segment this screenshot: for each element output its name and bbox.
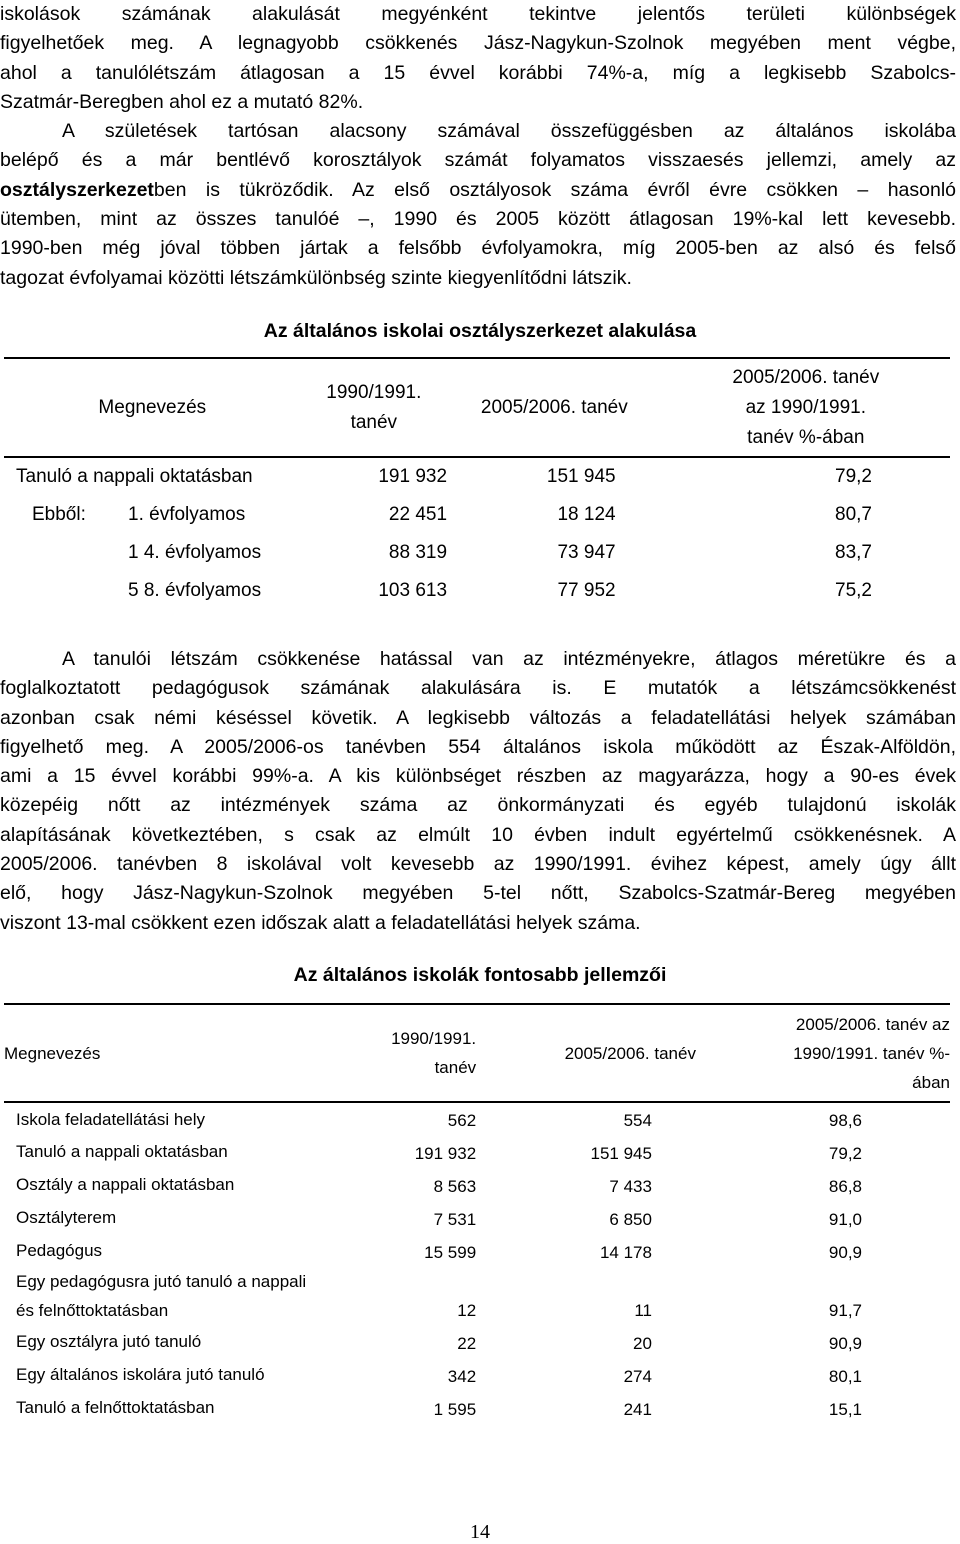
table-row bbox=[4, 1391, 950, 1424]
value-1990: 8 563 bbox=[433, 1177, 477, 1196]
value-percent: 79,2 bbox=[835, 466, 872, 487]
value-1990: 103 613 bbox=[378, 580, 448, 601]
paragraph-line: figyelhető meg. A 2005/2006-os tanévben 554 általános iskola működött az Észak-Alföldön, bbox=[0, 735, 956, 758]
header-2005: 2005/2006. tanév bbox=[447, 358, 662, 457]
paragraph-line: ütemben, mint az összes tanulóé –, 1990 és 2005 között átlagosan 19%-kal lett kevesebb. bbox=[0, 208, 956, 231]
value-2005: 554 bbox=[623, 1111, 652, 1130]
paragraph-line: belépő és a már bentlévő korosztályok számát folyamatos visszaesés jellemzi, amely az bbox=[0, 149, 956, 172]
value-percent: 91,7 bbox=[828, 1301, 862, 1320]
value-percent: 83,7 bbox=[835, 542, 872, 563]
table-header-row bbox=[4, 358, 950, 457]
table-1-title: Az általános iskolai osztályszerkezet alakulása bbox=[263, 320, 697, 342]
row-label: 1. évfolyamos bbox=[128, 504, 246, 525]
paragraph-line: alapításának következtében, s csak az elmúlt 10 évben indult egyértelmű csökkenésnek. A bbox=[0, 823, 956, 846]
row-label-cell bbox=[4, 1201, 347, 1234]
paragraph-line: osztályszerkezetben is tükröződik. Az első osztályosok száma évről évre csökken – hasonló bbox=[0, 178, 956, 201]
value-percent: 98,6 bbox=[828, 1111, 862, 1130]
paragraph-line: foglalkoztatott pedagógusok számának alakulására is. E mutatók a létszámcsökkenést bbox=[0, 677, 956, 700]
value-1990: 191 932 bbox=[414, 1144, 477, 1163]
header-percent bbox=[662, 358, 950, 457]
table-header-row bbox=[4, 1004, 950, 1102]
row-label-cell bbox=[4, 1325, 347, 1358]
value-1990: 88 319 bbox=[388, 542, 448, 563]
header-percent-line: tanév %-ában bbox=[747, 426, 865, 448]
row-label: Tanuló a nappali oktatásban bbox=[16, 1142, 228, 1161]
row-label-cell bbox=[4, 1267, 347, 1325]
table-row bbox=[4, 1102, 950, 1135]
row-label-cell bbox=[4, 1168, 347, 1201]
row-label: Pedagógus bbox=[16, 1241, 103, 1260]
paragraph-line: A születések tartósan alacsony számával összefüggésben az általános iskolába bbox=[62, 120, 956, 143]
value-2005: 20 bbox=[633, 1334, 652, 1353]
paragraph-1 bbox=[0, 0, 956, 293]
value-percent: 91,0 bbox=[828, 1210, 862, 1229]
paragraph-line: elő, hogy Jász-Nagykun-Szolnok megyében 5-tel nőtt, Szabolcs-Szatmár-Bereg megyében bbox=[0, 882, 956, 905]
value-percent: 80,7 bbox=[835, 504, 872, 525]
header-name: Megnevezés bbox=[4, 358, 301, 457]
value-1990: 191 932 bbox=[378, 466, 448, 487]
table-row bbox=[4, 457, 950, 496]
value-2005: 151 945 bbox=[546, 466, 616, 487]
table-row bbox=[4, 1135, 950, 1168]
header-1990: 1990/1991. tanév bbox=[301, 358, 447, 457]
row-label: Osztály a nappali oktatásban bbox=[16, 1175, 235, 1194]
header-percent bbox=[696, 1004, 950, 1102]
row-label-cell bbox=[4, 1135, 347, 1168]
bold-term: osztályszerkezet bbox=[0, 178, 154, 201]
table-2-title: Az általános iskolák fontosabb jellemzői bbox=[293, 964, 667, 986]
row-label: Egy általános iskolára jutó tanuló bbox=[16, 1365, 265, 1384]
table-row bbox=[4, 1201, 950, 1234]
value-1990: 22 451 bbox=[388, 504, 448, 525]
paragraph-line: ami a 15 évvel korábbi 99%-a. A kis különbséget részben az magyarázza, hogy a 90-es évek bbox=[0, 765, 956, 788]
value-1990: 22 bbox=[457, 1334, 477, 1353]
value-1990: 1 595 bbox=[433, 1400, 477, 1419]
value-2005: 73 947 bbox=[557, 542, 616, 563]
header-1990: 1990/1991. tanév bbox=[347, 1004, 476, 1102]
row-label: Tanuló a felnőttoktatásban bbox=[16, 1398, 215, 1417]
paragraph-line: ahol a tanulólétszám átlagosan a 15 évvel korábbi 74%-a, míg a legkisebb Szabolcs- bbox=[0, 61, 956, 84]
value-2005: 14 178 bbox=[599, 1243, 652, 1262]
value-1990: 562 bbox=[447, 1111, 477, 1130]
table-row bbox=[4, 1168, 950, 1201]
row-label-cell bbox=[4, 572, 301, 610]
value-2005: 6 850 bbox=[609, 1210, 652, 1229]
row-label: 1 4. évfolyamos bbox=[128, 542, 262, 563]
row-label-cell bbox=[4, 496, 301, 534]
value-percent: 90,9 bbox=[828, 1334, 862, 1353]
paragraph-2 bbox=[0, 645, 956, 938]
table-class-structure bbox=[4, 357, 950, 610]
table-row bbox=[4, 1325, 950, 1358]
paragraph-line: azonban csak némi késéssel követik. A legkisebb változás a feladatellátási helyek számában bbox=[0, 706, 956, 729]
value-percent: 90,9 bbox=[828, 1243, 862, 1262]
row-label-cell bbox=[4, 1102, 347, 1135]
table-row bbox=[4, 1234, 950, 1267]
page-number: 14 bbox=[470, 1521, 490, 1543]
table-row bbox=[4, 534, 950, 572]
value-1990: 342 bbox=[447, 1367, 477, 1386]
row-label: 5 8. évfolyamos bbox=[128, 580, 262, 601]
paragraph-line: közepéig nőtt az intézmények száma az önkormányzati és egyéb tulajdonú iskolák bbox=[0, 794, 956, 817]
value-2005: 241 bbox=[623, 1400, 652, 1419]
value-1990: 7 531 bbox=[433, 1210, 477, 1229]
row-label: Iskola feladatellátási hely bbox=[16, 1109, 206, 1129]
header-percent-line: 2005/2006. tanév az bbox=[795, 1014, 950, 1034]
value-1990: 15 599 bbox=[424, 1243, 477, 1262]
row-prefix: Ebből: bbox=[32, 504, 86, 525]
row-label: Tanuló a nappali oktatásban bbox=[16, 466, 253, 487]
header-percent-line: 1990/1991. tanév %- bbox=[793, 1043, 950, 1063]
row-label: Egy osztályra jutó tanuló bbox=[16, 1332, 202, 1351]
row-label: Osztályterem bbox=[16, 1208, 117, 1227]
value-2005: 11 bbox=[634, 1301, 652, 1320]
value-2005: 77 952 bbox=[557, 580, 616, 601]
value-percent: 75,2 bbox=[835, 580, 872, 601]
table-row bbox=[4, 496, 950, 534]
value-2005: 274 bbox=[623, 1367, 652, 1386]
paragraph-line: tagozat évfolyamai közötti létszámkülönbség szinte kiegyenlítődni látszik. bbox=[0, 266, 632, 289]
paragraph-line: figyelhetőek meg. A legnagyobb csökkenés Jász-Nagykun-Szolnok megyében ment végbe, bbox=[0, 32, 956, 55]
header-2005: 2005/2006. tanév bbox=[476, 1004, 696, 1102]
header-percent-line: ában bbox=[912, 1072, 950, 1092]
row-label-cell bbox=[4, 1358, 347, 1391]
value-percent: 80,1 bbox=[828, 1367, 862, 1386]
value-2005: 7 433 bbox=[609, 1177, 652, 1196]
value-2005: 18 124 bbox=[557, 504, 616, 525]
paragraph-line: 1990-ben még jóval többen jártak a felsőbb évfolyamokra, míg 2005-ben az alsó és felső bbox=[0, 237, 956, 260]
table-row bbox=[4, 1267, 950, 1325]
paragraph-line: viszont 13-mal csökkent ezen időszak alatt a feladatellátási helyek száma. bbox=[0, 911, 641, 934]
header-percent-line: az 1990/1991. bbox=[745, 396, 867, 418]
value-1990: 12 bbox=[457, 1301, 477, 1320]
paragraph-line: iskolások számának alakulását megyénként tekintve jelentős területi különbségek bbox=[0, 3, 956, 25]
value-percent: 79,2 bbox=[828, 1144, 862, 1163]
table-row bbox=[4, 572, 950, 610]
table-school-characteristics bbox=[4, 1003, 950, 1424]
paragraph-line: Szatmár-Beregben ahol ez a mutató 82%. bbox=[0, 90, 364, 113]
row-label-cell bbox=[4, 457, 301, 496]
header-name: Megnevezés bbox=[4, 1004, 347, 1102]
row-label-cell bbox=[4, 1391, 347, 1424]
row-label-line: és felnőttoktatásban bbox=[16, 1301, 169, 1320]
value-percent: 15,1 bbox=[828, 1400, 862, 1419]
value-2005: 151 945 bbox=[590, 1144, 652, 1163]
paragraph-line: A tanulói létszám csökkenése hatással van az intézményekre, átlagos méretükre és a bbox=[62, 648, 956, 670]
row-label-cell bbox=[4, 534, 301, 572]
paragraph-line: 2005/2006. tanévben 8 iskolával volt kevesebb az 1990/1991. évihez képest, amely úgy állt bbox=[0, 853, 956, 876]
value-percent: 86,8 bbox=[828, 1177, 862, 1196]
table-row bbox=[4, 1358, 950, 1391]
row-label-line: Egy pedagógusra jutó tanuló a nappali bbox=[16, 1272, 307, 1291]
row-label-cell bbox=[4, 1234, 347, 1267]
header-percent-line: 2005/2006. tanév bbox=[732, 366, 880, 388]
